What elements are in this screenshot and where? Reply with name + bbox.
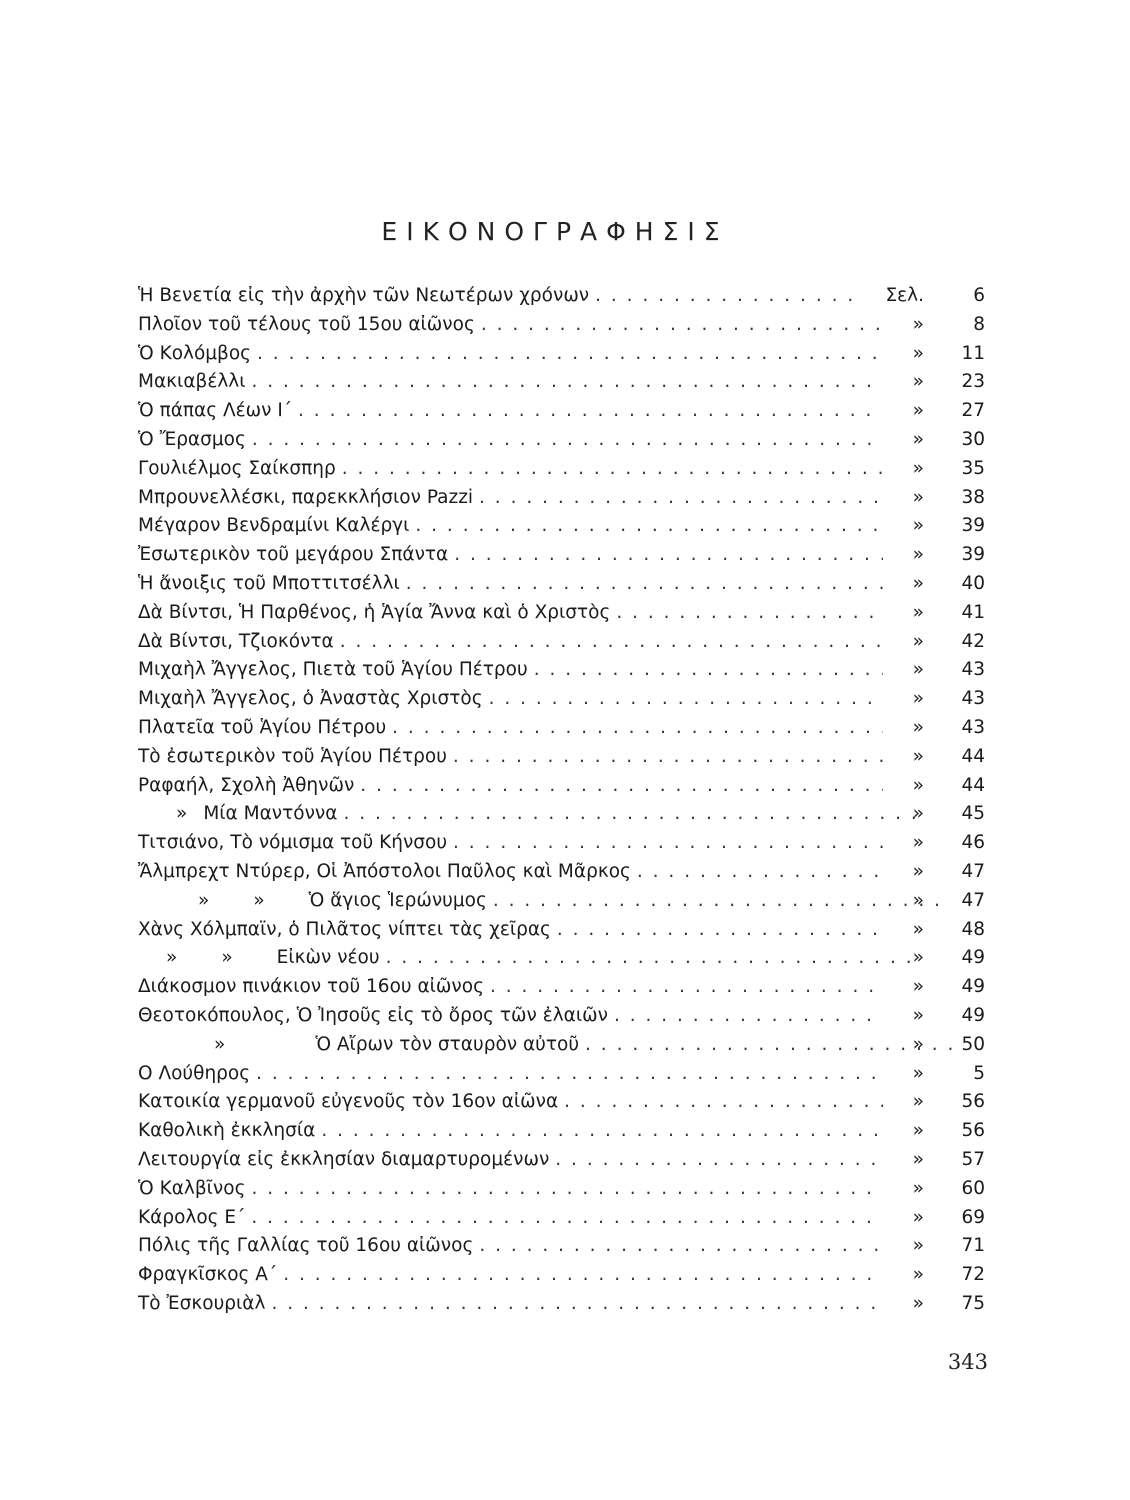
entry-page: 60 [961,1177,985,1199]
entry-title: Λειτουργία εἰς ἐκκλησίαν διαμαρτυρομένων . . . [138,1146,883,1175]
list-item [138,973,988,1002]
entry-page: 30 [961,428,985,450]
entry-page: 49 [961,976,985,998]
entry-page: 43 [961,659,985,681]
entry-title: Τιτσιάνο, Τὸ νόμισμα τοῦ Κήνσου . . . [138,829,883,858]
ditto-mark: » [912,630,924,652]
list-item [138,282,988,311]
ditto-mark: » [912,1062,924,1084]
entry-title: Ὁ Κολόμβος . . . [138,340,883,369]
list-item [138,1117,988,1146]
ditto-mark: » [214,1033,226,1055]
ditto-mark: » [912,889,924,911]
entry-title: Ὁ Ἔρασμος . . . [138,426,883,455]
list-item [138,858,988,887]
list-item [138,484,988,513]
ditto-mark: » [912,745,924,767]
ditto-mark: » [176,803,188,825]
ditto-mark: » [912,688,924,710]
entry-title: Χὰνς Χόλμπαϊν, ὁ Πιλᾶτος νίπτει τὰς χεῖρας . . . [138,916,883,945]
list-item [138,1204,988,1233]
entry-title: Καθολικὴ ἐκκλησία . . . [138,1117,883,1146]
entry-title: Μιχαὴλ Ἄγγελος, Πιετὰ τοῦ Ἁγίου Πέτρου . . . [138,656,883,685]
entry-title: Διάκοσμον πινάκιον τοῦ 16ου αἰῶνος . . . [138,973,883,1002]
entry-title: Δὰ Βίντσι, Ἡ Παρθένος, ἡ Ἁγία Ἄννα καὶ ὁ Χριστὸς . . . [138,599,883,628]
list-item [138,397,988,426]
entry-page: 44 [961,774,985,796]
entry-page: 57 [961,1148,985,1170]
entry-page: 43 [961,716,985,738]
entry-title: Θεοτοκόπουλος, Ὁ Ἰησοῦς εἰς τὸ ὄρος τῶν ἐλαιῶν . . . [138,1002,883,1031]
ditto-mark: » [253,889,265,911]
entry-page: 38 [961,486,985,508]
entry-title: » Ὁ Αἴρων τὸν σταυρὸν αὐτοῦ . . . [138,1031,959,1060]
entry-title: Τὸ Ἐσκουριὰλ . . . [138,1290,883,1319]
ditto-mark: » [912,601,924,623]
ditto-mark: » [166,947,178,969]
ditto-mark: » [912,774,924,796]
entry-title: Ο Λούθηρος . . . [138,1060,883,1089]
list-item [138,368,988,397]
list-item [138,426,988,455]
entry-title: Μιχαὴλ Ἄγγελος, ὁ Ἀναστὰς Χριστὸς . . . [138,685,883,714]
list-item [138,1031,988,1060]
ditto-mark: » [912,371,924,393]
illustrations-list [138,282,988,1319]
list-item [138,944,988,973]
entry-title: Ἐσωτερικὸν τοῦ μεγάρου Σπάντα . . . [138,541,883,570]
list-item [138,311,988,340]
entry-title: Ραφαήλ, Σχολὴ Ἀθηνῶν . . . [138,772,883,801]
entry-page: 56 [961,1120,985,1142]
entry-page: 8 [973,313,985,335]
list-item [138,570,988,599]
ditto-mark: » [912,1091,924,1113]
entry-page: 40 [961,572,985,594]
list-item [138,772,988,801]
entry-page: 27 [961,400,985,422]
entry-page: 47 [961,889,985,911]
list-item [138,685,988,714]
list-item [138,829,988,858]
entry-title: Φραγκῖσκος Α΄ . . . [138,1261,883,1290]
list-item [138,714,988,743]
list-item [138,628,988,657]
ditto-mark: » [912,1206,924,1228]
entry-page: 47 [961,860,985,882]
ditto-mark: » [912,1033,924,1055]
entry-page: 45 [961,803,985,825]
entry-title: Δὰ Βίντσι, Τζιοκόντα . . . [138,628,883,657]
entry-page: 39 [961,515,985,537]
entry-title: Μακιαβέλλι . . . [138,368,883,397]
list-item [138,512,988,541]
entry-page: 75 [961,1292,985,1314]
list-item [138,340,988,369]
ditto-mark: » [912,1292,924,1314]
entry-title: Γουλιέλμος Σαίκσπηρ . . . [138,455,883,484]
ditto-mark: » [221,947,233,969]
ditto-mark: » [912,976,924,998]
entry-title: Μέγαρον Βενδραμίνι Καλέργι . . . [138,512,883,541]
entry-title: » » Εἰκὼν νέου . . . [138,944,911,973]
list-item [138,1290,988,1319]
entry-page: 42 [961,630,985,652]
entry-title: Ἡ Βενετία εἰς τὴν ἀρχὴν τῶν Νεωτέρων χρόνων . . . [138,282,858,311]
ditto-mark: » [912,1264,924,1286]
entry-page: 56 [961,1091,985,1113]
entry-page: 39 [961,544,985,566]
entry-title: Πλατεῖα τοῦ Ἁγίου Πέτρου . . . [138,714,883,743]
list-item [138,455,988,484]
list-item [138,1175,988,1204]
entry-page: 49 [961,1004,985,1026]
ditto-mark: » [912,1148,924,1170]
entry-title: Πόλις τῆς Γαλλίας τοῦ 16ου αἰῶνος . . . [138,1232,883,1261]
list-item [138,916,988,945]
entry-title: Πλοῖον τοῦ τέλους τοῦ 15ου αἰῶνος . . . [138,311,883,340]
ditto-mark: » [912,544,924,566]
ditto-mark: » [912,313,924,335]
ditto-mark: » [912,832,924,854]
entry-page: 44 [961,745,985,767]
entry-title: » » Ὁ ἅγιος Ἱερώνυμος . . . [138,887,943,916]
list-item [138,656,988,685]
ditto-mark: » [912,803,924,825]
entry-title: Ὁ Καλβῖνος . . . [138,1175,883,1204]
entry-title: » Μία Μαντόννα . . . [138,800,921,829]
entry-title: Κατοικία γερμανοῦ εὐγενοῦς τὸν 16ον αἰῶνα . . . [138,1088,883,1117]
entry-page: 50 [961,1033,985,1055]
entry-page: 49 [961,947,985,969]
entry-page: 23 [961,371,985,393]
entry-page: 35 [961,457,985,479]
ditto-mark: » [912,457,924,479]
entry-page: 69 [961,1206,985,1228]
ditto-mark: » [912,860,924,882]
ditto-mark: » [912,1177,924,1199]
list-item [138,1002,988,1031]
ditto-mark: » [912,659,924,681]
entry-page: 11 [961,342,985,364]
list-item [138,541,988,570]
ditto-mark: » [912,1004,924,1026]
list-item [138,1088,988,1117]
list-item [138,1060,988,1089]
entry-title: Κάρολος Ε΄ . . . [138,1204,883,1233]
page-heading: ΕΙΚΟΝΟΓΡΑΦΗΣΙΣ [381,216,729,246]
entry-page: 48 [961,918,985,940]
list-item [138,887,988,916]
entry-page: 41 [961,601,985,623]
list-item [138,1232,988,1261]
list-item [138,599,988,628]
ditto-mark: » [198,889,210,911]
entry-page: 43 [961,688,985,710]
entry-page: 46 [961,832,985,854]
ditto-mark: » [912,428,924,450]
list-item [138,800,988,829]
entry-title: Ἡ ἄνοιξις τοῦ Μποττιτσέλλι . . . [138,570,883,599]
list-item [138,1261,988,1290]
ditto-mark: » [912,342,924,364]
entry-title: Ἄλμπρεχτ Ντύρερ, Οἱ Ἀπόστολοι Παῦλος καὶ Μᾶρκος . . . [138,858,883,887]
page-label: Σελ. [885,285,924,306]
entry-title: Ὁ πάπας Λέων Ι΄ . . . [138,397,883,426]
list-item [138,1146,988,1175]
entry-page: 6 [973,285,985,306]
ditto-mark: » [912,486,924,508]
entry-title: Μπρουνελλέσκι, παρεκκλήσιον Pazzi . . . [138,484,883,513]
entry-page: 71 [961,1235,985,1257]
ditto-mark: » [912,400,924,422]
ditto-mark: » [912,947,924,969]
ditto-mark: » [912,515,924,537]
ditto-mark: » [912,572,924,594]
entry-page: 72 [961,1264,985,1286]
entry-title: Τὸ ἐσωτερικὸν τοῦ Ἁγίου Πέτρου . . . [138,743,883,772]
list-item [138,743,988,772]
ditto-mark: » [912,918,924,940]
entry-page: 5 [973,1062,985,1084]
ditto-mark: » [912,1235,924,1257]
ditto-mark: » [912,716,924,738]
page-number: 343 [947,1350,988,1374]
ditto-mark: » [912,1120,924,1142]
